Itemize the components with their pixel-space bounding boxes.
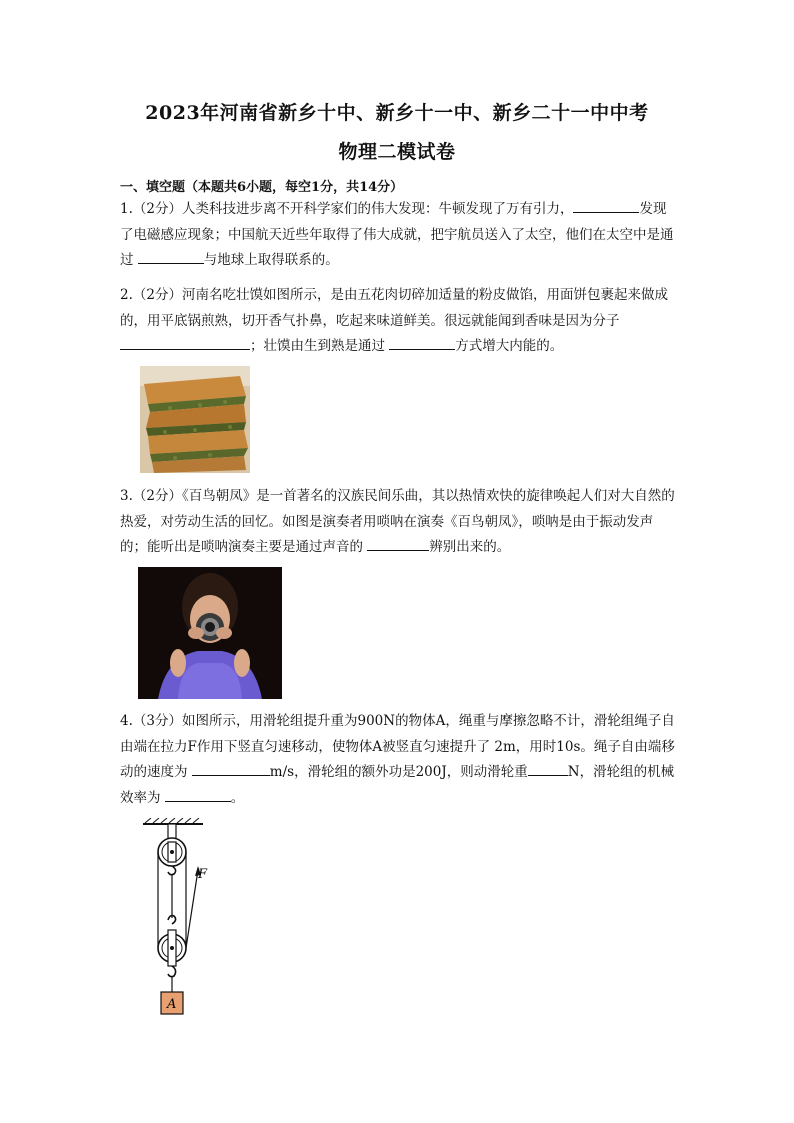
question-number: 2. — [120, 287, 133, 303]
object-a-label: A — [167, 997, 177, 1012]
answer-blank[interactable] — [528, 761, 568, 776]
answer-blank[interactable] — [192, 761, 270, 776]
question-text: 人类科技进步离不开科学家们的伟大发现：牛顿发现了万有引力， — [181, 201, 574, 217]
question-number: 4. — [120, 713, 133, 729]
pull-rope — [186, 870, 198, 948]
question-score: （3分） — [132, 713, 182, 729]
question-score: （2分） — [132, 488, 182, 504]
question-text: 河南名吃壮馍如图所示，是由五花肉切碎加适量的粉皮做馅，用面饼包裹起来做成的，用平底锅煎熟，切开香气扑鼻，吃起来味道鲜美。很远就能闻到香味是因为分子 — [120, 287, 668, 329]
question-text: 《百鸟朝凤》是一首著名的汉族民间乐曲，其以热情欢快的旋律唤起人们对大自然的热爱，对劳动生活的回忆。如图是演奏者用唢呐在演奏《百鸟朝凤》，唢呐是由于 — [120, 488, 675, 530]
question-text: 振动发声的；能听出是唢呐演奏主要是通过声音的 — [120, 513, 654, 555]
fried-pancake-photo — [140, 366, 250, 473]
question-4 — [120, 709, 675, 811]
answer-blank[interactable] — [120, 335, 250, 350]
pulley-system-diagram — [140, 818, 220, 1018]
question-number: 3. — [120, 488, 133, 504]
question-number: 1. — [120, 201, 133, 217]
answer-blank[interactable] — [573, 198, 639, 213]
question-score: （2分） — [132, 201, 182, 217]
question-text: m/s，滑轮组的额外功是200J，则动滑轮重 — [269, 764, 528, 780]
question-text: ；壮馍由生到熟是通过 — [250, 338, 390, 354]
question-text: N，滑轮组的机械效率为 — [120, 764, 675, 806]
question-text: 如图所示，用滑轮组提升重为900N的物体A，绳重与摩擦忽略不计，滑轮组绳子自由端在拉力F作用下竖直匀速移动，使物体A被竖直匀速提升了 2m，用时10s。绳子自由端移动的速度为 — [120, 713, 675, 780]
question-2 — [120, 283, 675, 360]
exam-title-line2: 物理二模试卷 — [338, 141, 456, 163]
question-score: （2分） — [132, 287, 182, 303]
question-text: 辨别出来的。 — [429, 539, 511, 555]
exam-title-line1: 2023年河南省新乡十中、新乡十一中、新乡二十一中中考 — [145, 102, 649, 124]
suona-player-photo — [138, 567, 282, 699]
answer-blank[interactable] — [389, 335, 455, 350]
section-heading-fill-in: 一、填空题（本题共6小题，每空1分，共14分） — [120, 180, 404, 195]
answer-blank[interactable] — [138, 249, 204, 264]
question-3 — [120, 484, 675, 561]
question-text: 方式增大内能的。 — [455, 338, 564, 354]
force-label: F — [198, 867, 208, 882]
question-1 — [120, 197, 675, 274]
ceiling-hatch — [145, 818, 199, 823]
moving-hook-bottom — [168, 966, 176, 977]
question-text: 与地球上取得联系的。 — [203, 252, 339, 268]
fixed-hook — [168, 866, 176, 875]
question-text: 。 — [230, 789, 245, 806]
question-text: 发现了电磁感应现象；中国航天近些年取得了伟大成就，把宇航员送入了太空，他们在太空中是通过 — [120, 201, 674, 268]
answer-blank[interactable] — [165, 787, 231, 802]
answer-blank[interactable] — [367, 536, 429, 551]
